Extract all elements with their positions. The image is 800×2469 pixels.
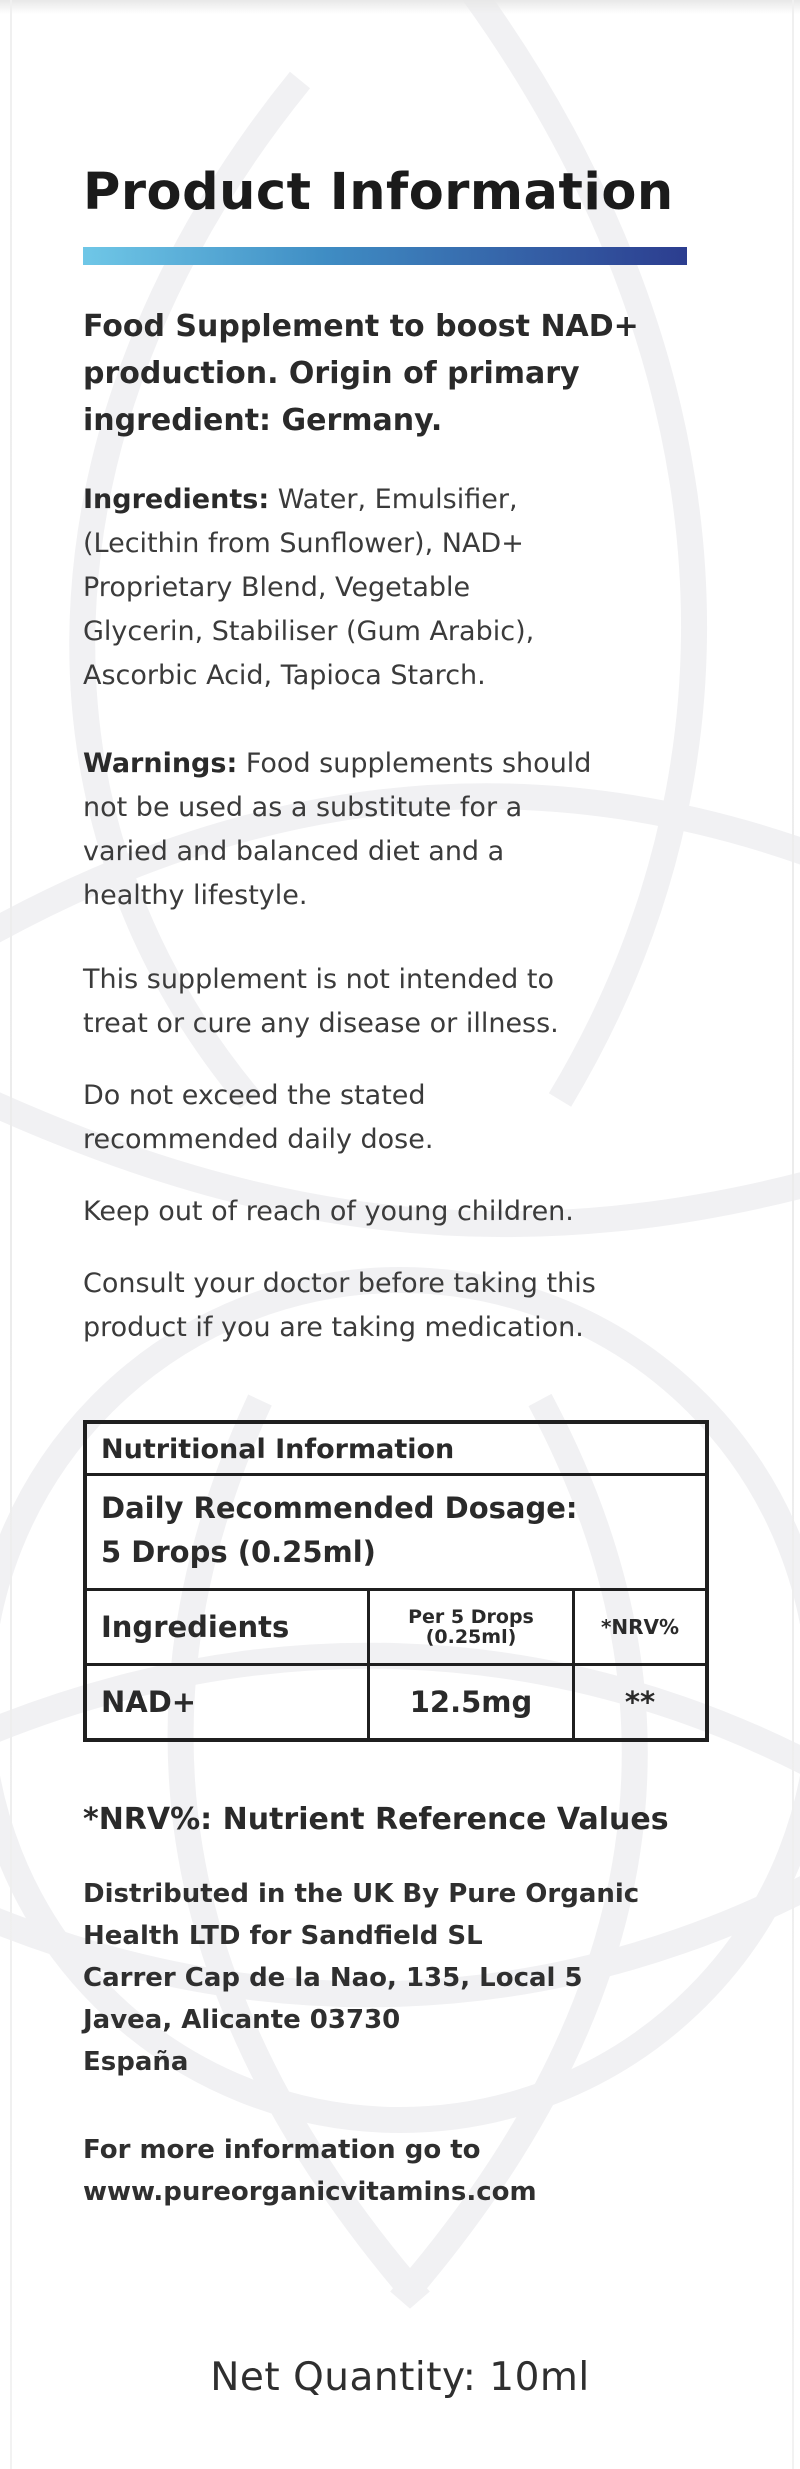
more-info <box>83 2129 693 2213</box>
notice-line: recommended daily dose. <box>83 1124 434 1156</box>
intro-line: ingredient: Germany. <box>83 403 443 439</box>
intro-line: Food Supplement to boost NAD+ <box>83 309 639 345</box>
right-seam <box>792 0 794 2469</box>
address-line: España <box>83 2047 189 2078</box>
children-notice <box>83 1190 693 1234</box>
notice-line: treat or cure any disease or illness. <box>83 1008 559 1040</box>
nrv-footnote: *NRV%: Nutrient Reference Values <box>83 1802 669 1838</box>
page-title: Product Information <box>83 163 674 222</box>
per-dose-line: Per 5 Drops <box>408 1606 534 1629</box>
warnings-line: healthy lifestyle. <box>83 880 308 912</box>
warnings-section <box>83 742 693 918</box>
dose-notice <box>83 1074 693 1162</box>
table-row <box>85 1665 707 1741</box>
warnings-label: Warnings: <box>83 748 238 780</box>
col-header-ingredients: Ingredients <box>85 1590 369 1665</box>
address-line: Distributed in the UK By Pure Organic <box>83 1879 640 1910</box>
intro-line: production. Origin of primary <box>83 356 580 392</box>
ingredients-line: Ascorbic Acid, Tapioca Starch. <box>83 660 486 692</box>
nutrition-table <box>83 1420 709 1742</box>
not-intended-notice <box>83 958 693 1046</box>
row-name: NAD+ <box>85 1665 369 1741</box>
ingredients-line: Water, Emulsifier, <box>269 484 518 516</box>
title-gradient-bar <box>83 247 687 265</box>
table-row <box>85 1475 707 1590</box>
ingredients-line: Glycerin, Stabiliser (Gum Arabic), <box>83 616 535 648</box>
intro-text <box>83 303 693 444</box>
address-line: Carrer Cap de la Nao, 135, Local 5 <box>83 1963 583 1994</box>
notice-line: Consult your doctor before taking this <box>83 1268 596 1300</box>
row-amount: 12.5mg <box>369 1665 574 1741</box>
warnings-line: varied and balanced diet and a <box>83 836 505 868</box>
table-row <box>85 1422 707 1475</box>
col-header-per-dose <box>369 1590 574 1665</box>
col-header-nrv: *NRV% <box>574 1590 708 1665</box>
address-line: Health LTD for Sandfield SL <box>83 1921 483 1952</box>
nutrition-heading: Nutritional Information <box>85 1422 707 1475</box>
net-quantity: Net Quantity: 10ml <box>210 2355 590 2400</box>
notice-line: product if you are taking medication. <box>83 1312 584 1344</box>
ingredients-line: (Lecithin from Sunflower), NAD+ <box>83 528 524 560</box>
distributor-address <box>83 1873 693 2083</box>
dosage-line: 5 Drops (0.25ml) <box>101 1535 376 1570</box>
top-shadow <box>0 0 800 14</box>
warnings-line: Food supplements should <box>237 748 592 780</box>
doctor-notice <box>83 1262 693 1350</box>
website-url: www.pureorganicvitamins.com <box>83 2177 537 2208</box>
notice-line: This supplement is not intended to <box>83 964 554 996</box>
warnings-line: not be used as a substitute for a <box>83 792 523 824</box>
dosage-cell <box>85 1475 707 1590</box>
ingredients-label: Ingredients: <box>83 484 270 516</box>
ingredients-line: Proprietary Blend, Vegetable <box>83 572 471 604</box>
ingredients-section <box>83 478 693 698</box>
more-info-line: For more information go to <box>83 2135 481 2166</box>
dosage-line: Daily Recommended Dosage: <box>101 1491 578 1526</box>
row-nrv: ** <box>574 1665 708 1741</box>
left-seam <box>10 0 12 2469</box>
per-dose-line: (0.25ml) <box>425 1626 517 1649</box>
table-row <box>85 1590 707 1665</box>
label-content <box>83 165 693 2213</box>
notice-line: Keep out of reach of young children. <box>83 1196 574 1228</box>
notice-line: Do not exceed the stated <box>83 1080 426 1112</box>
address-line: Javea, Alicante 03730 <box>83 2005 401 2036</box>
